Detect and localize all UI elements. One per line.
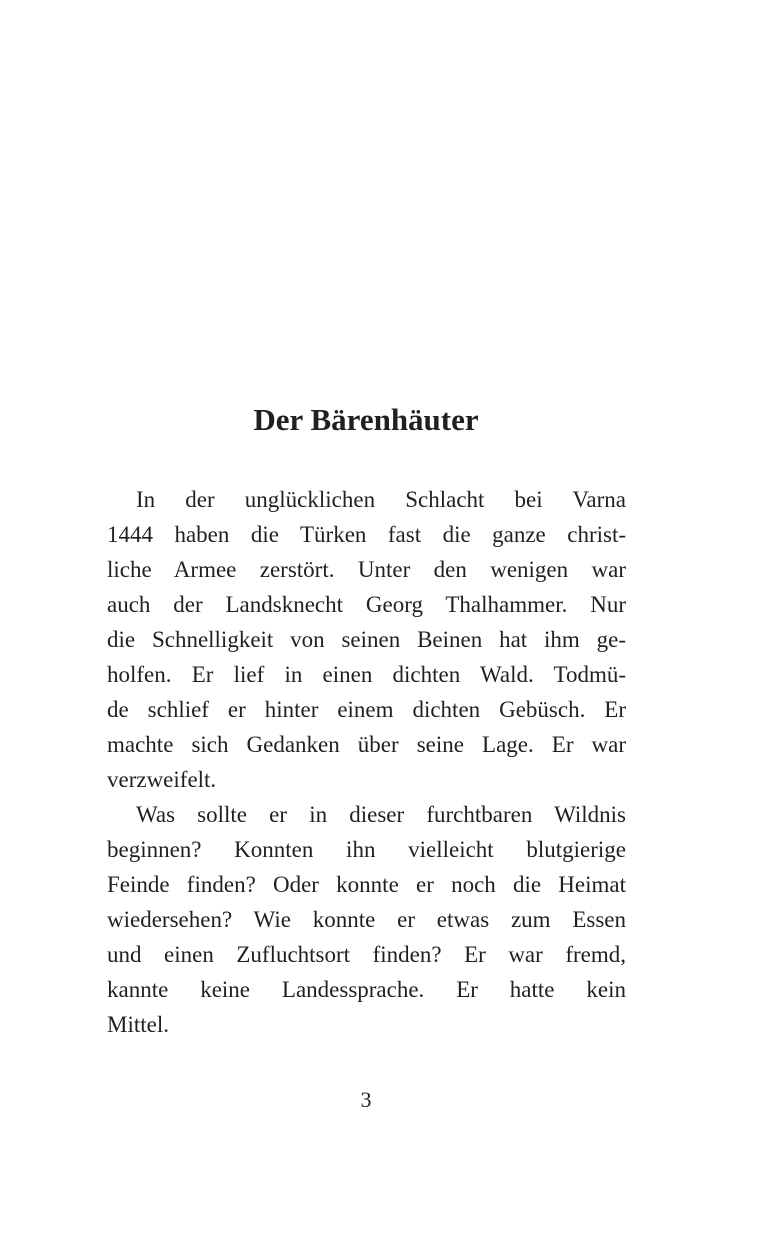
text-line: und einen Zufluchtsort finden? Er war fremd, <box>107 942 626 967</box>
text-line: die Schnelligkeit von seinen Beinen hat ihm ge- <box>107 627 626 652</box>
text-line: kannte keine Landessprache. Er hatte kein <box>107 977 626 1002</box>
page-number: 3 <box>360 1087 372 1112</box>
text-line: holfen. Er lief in einen dichten Wald. Todmü- <box>107 662 626 687</box>
paragraph-2 <box>107 797 626 1042</box>
body-text <box>107 482 626 1042</box>
text-line: verzweifelt. <box>107 767 217 792</box>
text-line: wiedersehen? Wie konnte er etwas zum Essen <box>107 907 626 932</box>
text-line: In der unglücklichen Schlacht bei Varna <box>136 487 626 512</box>
paragraph-1 <box>107 482 626 797</box>
text-line: beginnen? Konnten ihn vielleicht blutgierige <box>107 837 626 862</box>
text-line: Was sollte er in dieser furchtbaren Wildnis <box>136 802 626 827</box>
text-line: auch der Landsknecht Georg Thalhammer. Nur <box>107 592 626 617</box>
text-line: Mittel. <box>107 1012 169 1037</box>
text-line: liche Armee zerstört. Unter den wenigen war <box>107 557 626 582</box>
text-line: machte sich Gedanken über seine Lage. Er war <box>107 732 626 757</box>
chapter-title: Der Bärenhäuter <box>253 402 479 437</box>
text-line: de schlief er hinter einem dichten Gebüsch. Er <box>107 697 626 722</box>
text-line: 1444 haben die Türken fast die ganze christ- <box>107 522 626 547</box>
text-line: Feinde finden? Oder konnte er noch die Heimat <box>107 872 626 897</box>
